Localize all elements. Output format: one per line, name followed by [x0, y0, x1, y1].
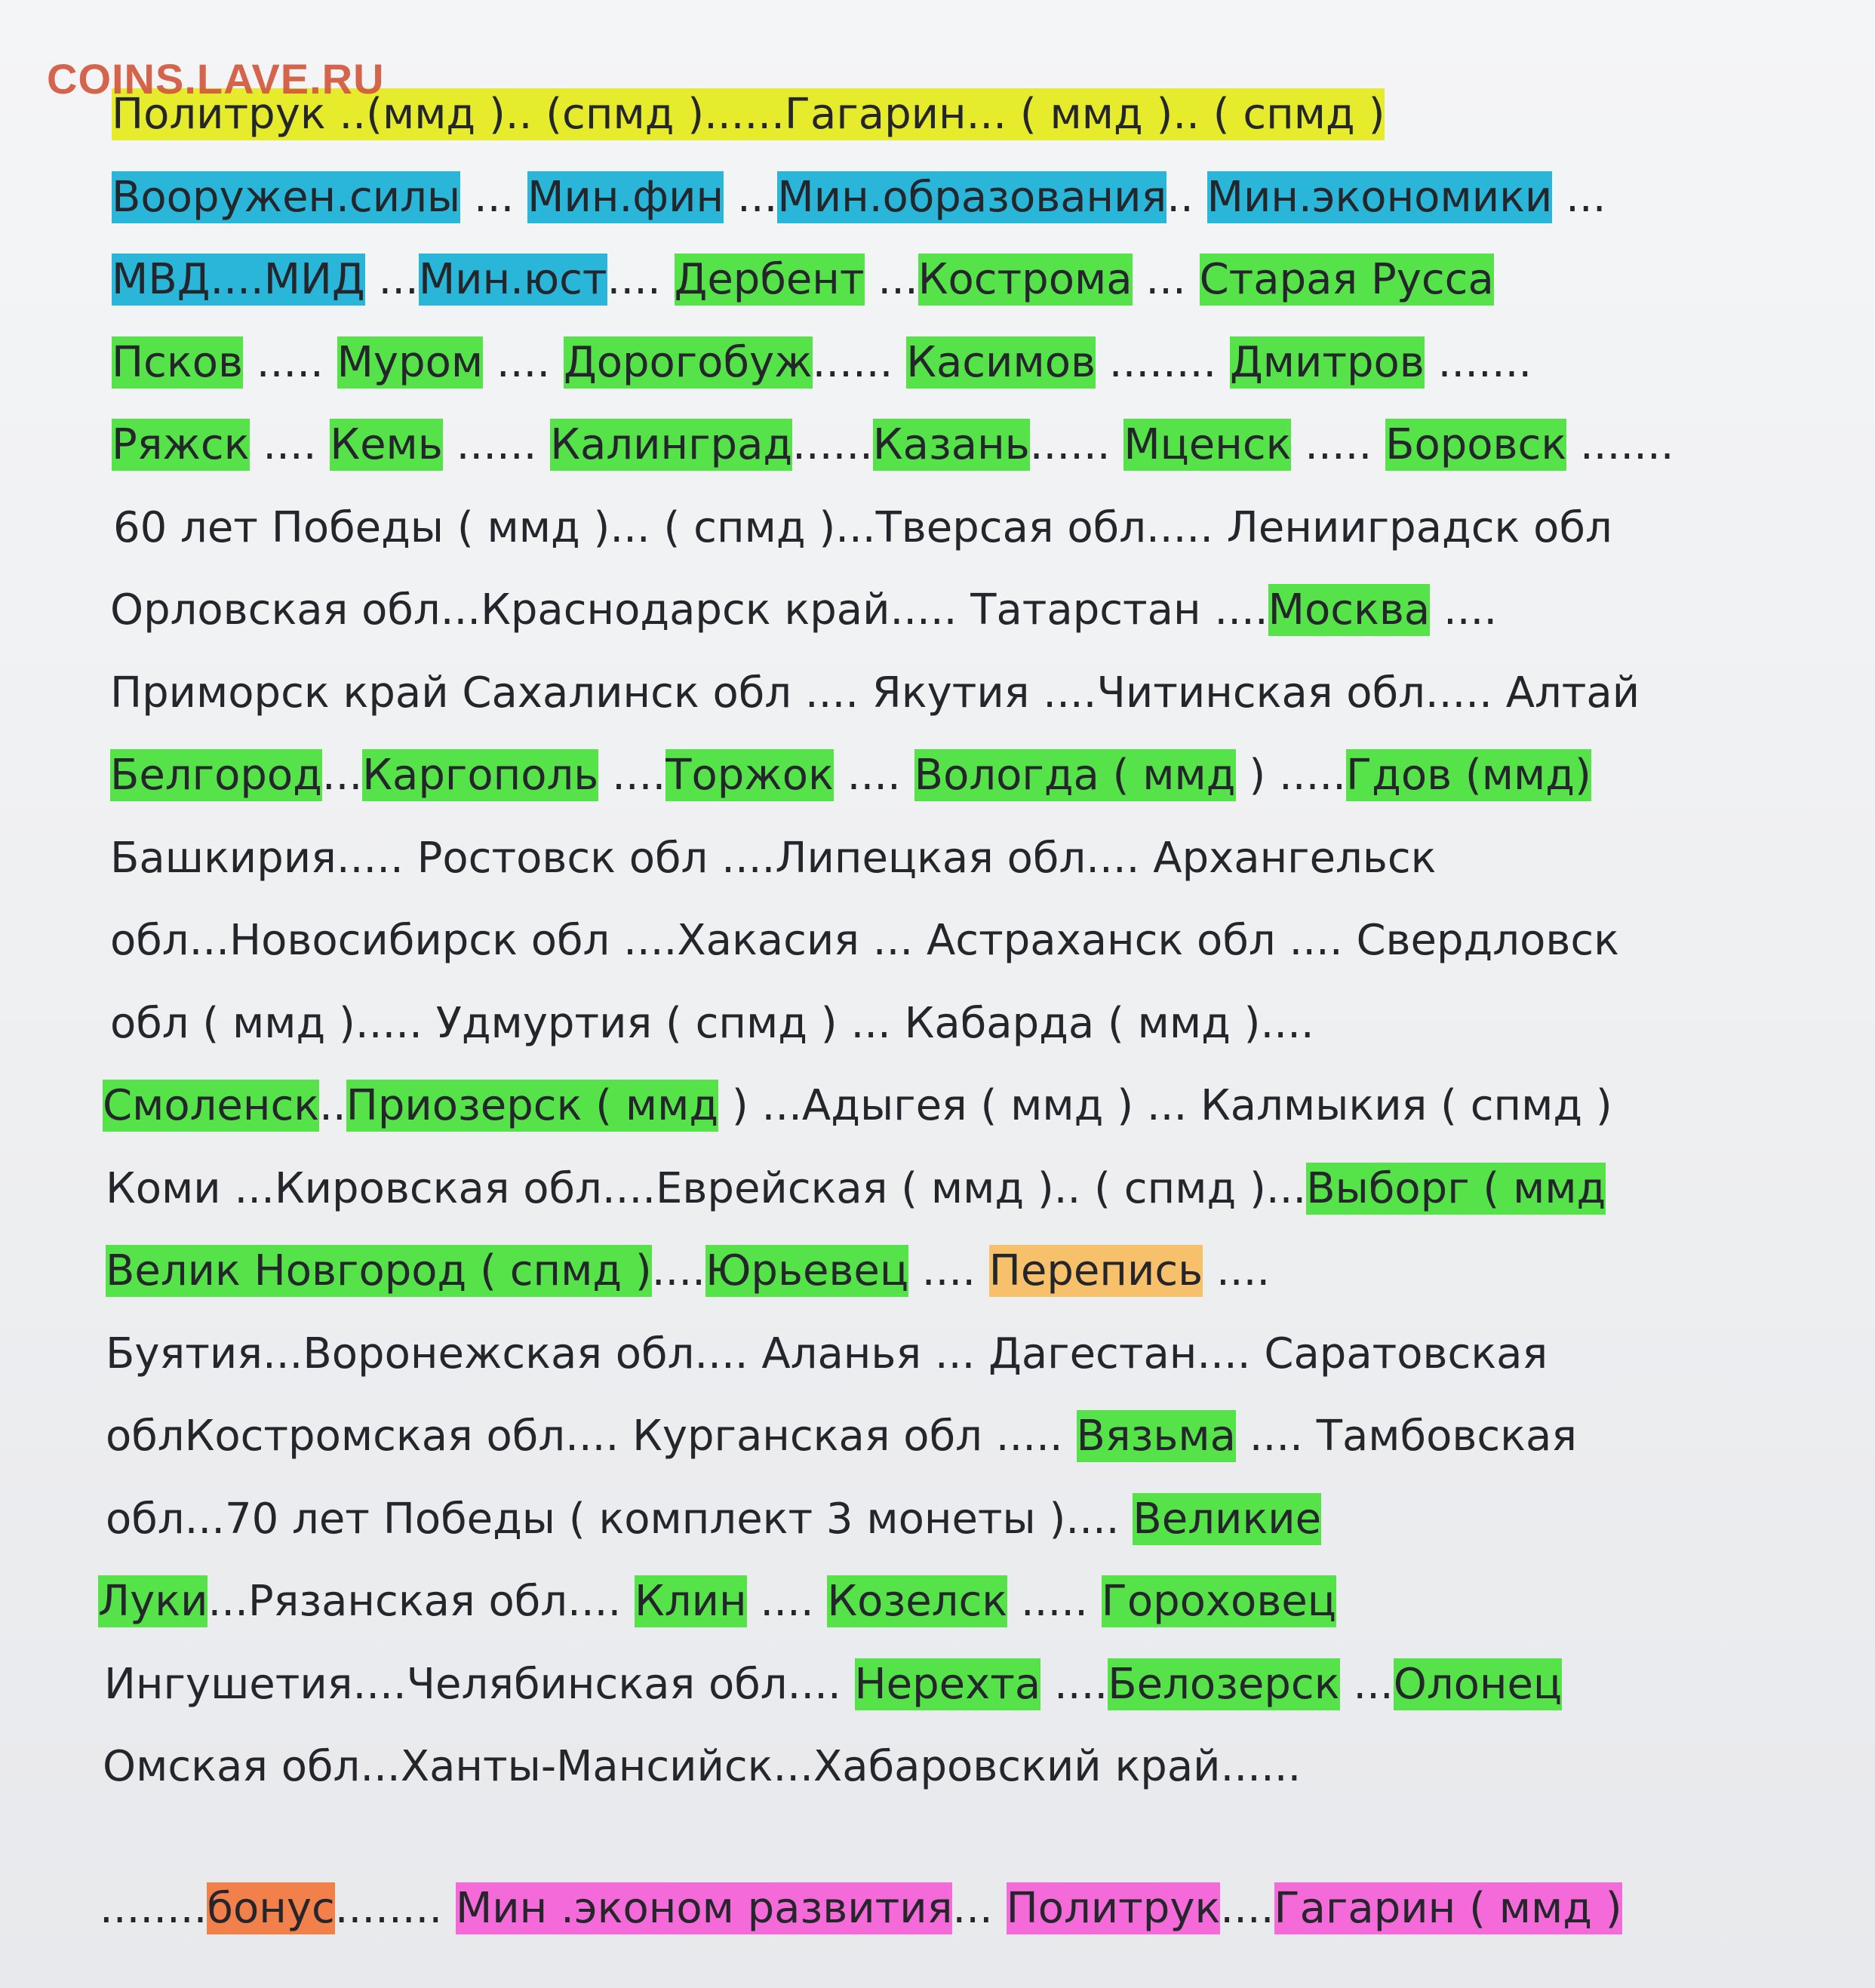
plain-text: ....	[746, 1577, 828, 1626]
plain-text: Омская обл...Ханты-Мансийск...Хабаровский край......	[103, 1742, 1302, 1791]
text-line	[110, 909, 1846, 972]
plain-text: ...	[1339, 1659, 1394, 1709]
plain-text: .....	[243, 337, 337, 387]
highlighted-text: Старая Русса	[1199, 255, 1494, 304]
highlighted-text: Мин.экономики	[1206, 172, 1553, 222]
plain-text: ......	[792, 420, 873, 469]
plain-text: .... Тамбовская	[1235, 1412, 1577, 1461]
highlighted-text: Мценск	[1123, 420, 1292, 469]
highlighted-text: Дорогобуж	[563, 337, 813, 387]
plain-text: ........	[100, 1883, 207, 1933]
plain-text: ..	[319, 1081, 346, 1130]
highlighted-text: Перепись	[988, 1246, 1203, 1295]
text-line	[110, 579, 1846, 642]
text-line	[106, 1240, 1841, 1303]
highlighted-text: Белозерск	[1108, 1659, 1340, 1709]
highlighted-text: Каргополь	[362, 751, 599, 800]
text-line	[112, 248, 1847, 312]
text-line	[98, 1570, 1834, 1633]
text-line	[106, 1157, 1841, 1221]
text-line	[110, 992, 1846, 1055]
highlighted-text: Гдов (ммд)	[1345, 751, 1591, 800]
highlighted-text: Приозерск ( ммд	[346, 1081, 719, 1130]
highlighted-text: МВД....МИД	[112, 255, 365, 304]
text-line	[112, 413, 1847, 477]
highlighted-text: бонус	[207, 1883, 335, 1933]
plain-text: Башкирия..... Ростовск обл ....Липецкая обл.... Архангельск	[110, 833, 1437, 883]
text-line	[112, 331, 1847, 395]
highlighted-text: Мин.фин	[527, 172, 724, 222]
highlighted-text: Вооружен.силы	[112, 172, 461, 222]
plain-text: ....	[1220, 1883, 1274, 1933]
text-line	[104, 1653, 1840, 1716]
plain-text: ...	[864, 255, 918, 304]
highlighted-text: Велик Новгород ( спмд )	[106, 1246, 652, 1295]
highlighted-text: Смоленск	[103, 1081, 320, 1130]
plain-text: ...	[1552, 172, 1606, 222]
plain-text: ....	[908, 1246, 989, 1295]
highlighted-text: Псков	[112, 337, 243, 387]
highlighted-text: Луки	[98, 1577, 208, 1626]
plain-text: обл...70 лет Победы ( комплект 3 монеты )....	[106, 1494, 1133, 1544]
text-line	[106, 1405, 1841, 1468]
text-line	[110, 744, 1846, 807]
highlighted-text: Козелск	[827, 1577, 1008, 1626]
plain-text: ...	[1132, 255, 1200, 304]
plain-text: ....	[1203, 1246, 1271, 1295]
highlighted-text: Кемь	[330, 420, 443, 469]
plain-text: Приморск край Сахалинск обл .... Якутия ....Читинская обл..... Алтай	[110, 668, 1640, 717]
plain-text: ..	[1166, 172, 1207, 222]
plain-text: ......	[812, 337, 907, 387]
highlighted-text: Вологда ( ммд	[914, 751, 1236, 800]
text-line	[106, 1488, 1841, 1551]
highlighted-text: Политрук	[1006, 1883, 1221, 1933]
plain-text: .....	[1291, 420, 1386, 469]
plain-text: ...	[364, 255, 419, 304]
highlighted-text: Дмитров	[1229, 337, 1425, 387]
plain-text: Ингушетия....Челябинская обл....	[104, 1659, 855, 1709]
highlighted-text: Гороховец	[1101, 1577, 1336, 1626]
plain-text: ....	[833, 751, 914, 800]
highlighted-text: Казань	[872, 420, 1030, 469]
plain-text: обл...Новосибирск обл ....Хакасия ... Астраханск обл .... Свердловск	[110, 916, 1619, 965]
highlighted-text: Торжок	[665, 751, 834, 800]
plain-text: облКостромская обл.... Курганская обл .....	[106, 1412, 1077, 1461]
text-line	[110, 827, 1846, 890]
text-line	[112, 166, 1847, 229]
plain-text: обл ( ммд )..... Удмуртия ( спмд ) ... Кабарда ( ммд )....	[110, 998, 1314, 1048]
highlighted-text: Муром	[337, 337, 484, 387]
highlighted-text: Мин.юст	[418, 255, 607, 304]
highlighted-text: Калинград	[550, 420, 793, 469]
plain-text: ...	[952, 1883, 1007, 1933]
highlighted-text: Кострома	[918, 255, 1133, 304]
plain-text: ....	[483, 337, 564, 387]
plain-text: ...	[321, 751, 363, 800]
plain-text: Коми ...Кировская обл....Еврейская ( ммд ).. ( спмд )...	[106, 1163, 1307, 1213]
highlighted-text: Ряжск	[112, 420, 250, 469]
highlighted-text: Касимов	[906, 337, 1096, 387]
plain-text: Орловская обл...Краснодарск край..... Татарстан ....	[110, 585, 1268, 635]
plain-text: ....	[607, 255, 675, 304]
text-line	[113, 496, 1849, 560]
highlighted-text: Вязьма	[1076, 1412, 1236, 1461]
highlighted-text: Мин .эконом развития	[455, 1883, 953, 1933]
highlighted-text: Политрук ..(ммд ).. (спмд )......Гагарин... ( ммд ).. ( спмд )	[112, 90, 1385, 139]
plain-text: ....	[249, 420, 330, 469]
plain-text: ....	[598, 751, 666, 800]
watermark: COINS.LAVE.RU	[47, 55, 385, 103]
plain-text: ....	[1040, 1659, 1108, 1709]
plain-text: ) ...Адыгея ( ммд ) ... Калмыкия ( спмд )	[718, 1081, 1612, 1130]
plain-text: ) .....	[1235, 751, 1346, 800]
highlighted-text: Боровск	[1385, 420, 1567, 469]
plain-text: Буятия...Воронежская обл.... Аланья ... Дагестан.... Саратовская	[106, 1329, 1548, 1378]
text-line	[103, 1735, 1838, 1799]
highlighted-text: Нерехта	[854, 1659, 1041, 1709]
plain-text: ....	[651, 1246, 705, 1295]
text-line	[106, 1323, 1841, 1386]
highlighted-text: Олонец	[1393, 1659, 1563, 1709]
plain-text: .......	[1566, 420, 1674, 469]
highlighted-text: Юрьевец	[705, 1246, 908, 1295]
plain-text: ...Рязанская обл....	[207, 1577, 635, 1626]
text-line	[100, 1877, 1835, 1940]
plain-text: 60 лет Победы ( ммд )... ( спмд )...Тверсая обл..... Ленииградск обл	[113, 502, 1612, 552]
highlighted-text: Москва	[1268, 585, 1431, 635]
highlighted-text: Великие	[1133, 1494, 1322, 1544]
highlighted-text: Клин	[635, 1577, 747, 1626]
plain-text: .....	[1007, 1577, 1102, 1626]
plain-text: ......	[442, 420, 551, 469]
text-line	[110, 662, 1846, 725]
highlighted-text: Белгород	[110, 751, 322, 800]
plain-text: ......	[1029, 420, 1124, 469]
plain-text: ...	[724, 172, 778, 222]
text-line	[103, 1074, 1838, 1138]
highlighted-text: Дербент	[674, 255, 865, 304]
plain-text: ........	[1095, 337, 1230, 387]
plain-text: ...	[460, 172, 528, 222]
highlighted-text: Выборг ( ммд	[1306, 1163, 1606, 1213]
plain-text: ....	[1430, 585, 1498, 635]
plain-text: .......	[1424, 337, 1532, 387]
plain-text: ........	[334, 1883, 456, 1933]
highlighted-text: Мин.образования	[777, 172, 1167, 222]
highlighted-text: Гагарин ( ммд )	[1274, 1883, 1622, 1933]
